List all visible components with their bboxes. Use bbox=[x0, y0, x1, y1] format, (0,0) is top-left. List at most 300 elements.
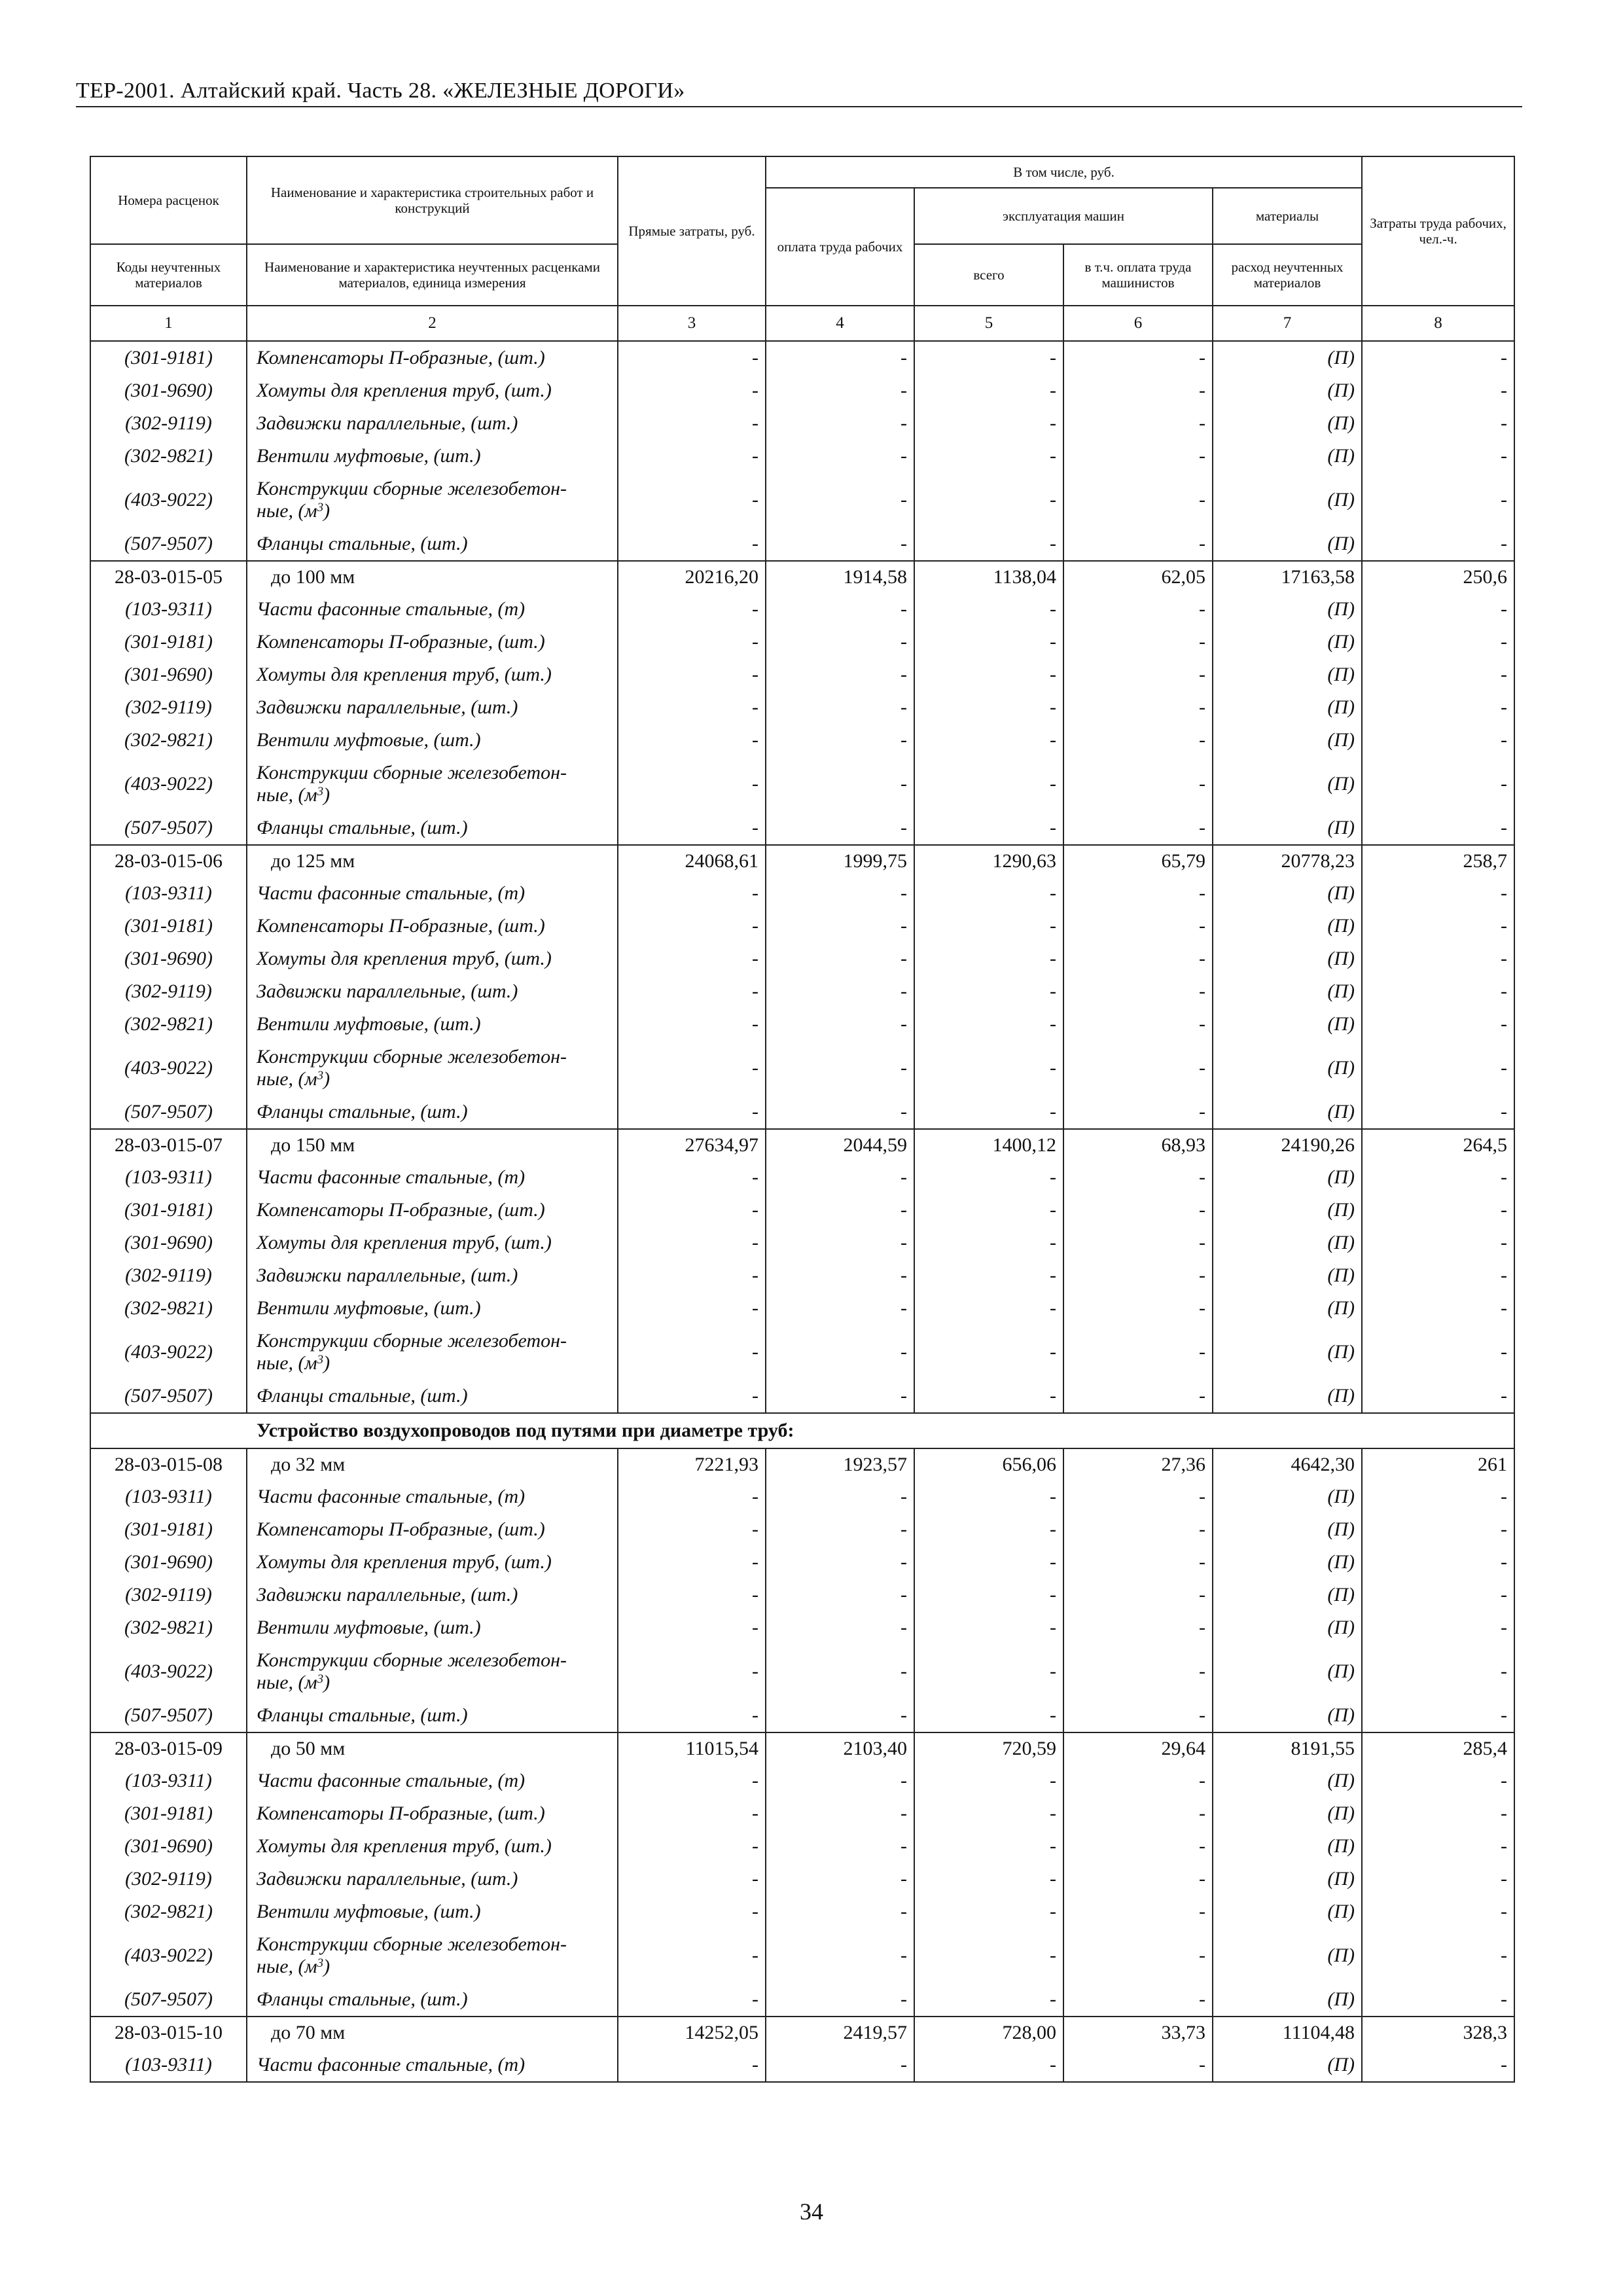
unit-superscript: 3 bbox=[317, 501, 324, 514]
value-c3: - bbox=[618, 626, 766, 658]
material-row bbox=[90, 1227, 1514, 1259]
material-code: (403-9022) bbox=[90, 1041, 247, 1096]
material-name-close: ) bbox=[323, 1352, 330, 1374]
value-c4: - bbox=[766, 1611, 914, 1644]
value-c4: - bbox=[766, 1644, 914, 1699]
value-c8: - bbox=[1362, 528, 1514, 561]
value-c3: 20216,20 bbox=[618, 561, 766, 593]
value-c6: - bbox=[1063, 812, 1213, 845]
value-c7: (П) bbox=[1213, 1380, 1362, 1413]
material-row bbox=[90, 374, 1514, 407]
value-c5: - bbox=[914, 757, 1063, 812]
value-c5: - bbox=[914, 1579, 1063, 1611]
material-row bbox=[90, 440, 1514, 473]
section-heading: Устройство воздухопроводов под путями при диаметре труб: bbox=[90, 1413, 1514, 1448]
material-name: Хомуты для крепления труб, (шт.) bbox=[247, 1830, 618, 1863]
material-row bbox=[90, 658, 1514, 691]
material-code: (403-9022) bbox=[90, 473, 247, 528]
material-code: (507-9507) bbox=[90, 1983, 247, 2017]
table-body bbox=[90, 341, 1514, 2082]
value-c8: - bbox=[1362, 1041, 1514, 1096]
value-c6: - bbox=[1063, 691, 1213, 724]
value-c5: - bbox=[914, 1227, 1063, 1259]
value-c4: - bbox=[766, 877, 914, 910]
material-name: Части фасонные стальные, (т) bbox=[247, 1480, 618, 1513]
value-c3: - bbox=[618, 975, 766, 1008]
value-c6: 62,05 bbox=[1063, 561, 1213, 593]
value-c6: - bbox=[1063, 1513, 1213, 1546]
value-c8: - bbox=[1362, 1161, 1514, 1194]
value-c8: - bbox=[1362, 1096, 1514, 1129]
value-c7: 20778,23 bbox=[1213, 845, 1362, 877]
value-c6: - bbox=[1063, 1480, 1213, 1513]
material-code: (103-9311) bbox=[90, 877, 247, 910]
value-c5: - bbox=[914, 1292, 1063, 1325]
value-c4: - bbox=[766, 1259, 914, 1292]
value-c6: 29,64 bbox=[1063, 1732, 1213, 1765]
value-c4: - bbox=[766, 975, 914, 1008]
value-c3: - bbox=[618, 1161, 766, 1194]
value-c4: - bbox=[766, 1895, 914, 1928]
value-c7: 17163,58 bbox=[1213, 561, 1362, 593]
rate-name: до 50 мм bbox=[247, 1732, 618, 1765]
value-c7: 24190,26 bbox=[1213, 1129, 1362, 1161]
material-code: (302-9119) bbox=[90, 407, 247, 440]
value-c4: - bbox=[766, 1928, 914, 1983]
value-c3: - bbox=[618, 1096, 766, 1129]
value-c4: - bbox=[766, 593, 914, 626]
material-name bbox=[247, 1041, 618, 1096]
value-c4: 2044,59 bbox=[766, 1129, 914, 1161]
value-c4: 2103,40 bbox=[766, 1732, 914, 1765]
material-row bbox=[90, 1579, 1514, 1611]
material-row bbox=[90, 407, 1514, 440]
value-c8: - bbox=[1362, 1830, 1514, 1863]
value-c5: - bbox=[914, 1194, 1063, 1227]
value-c6: - bbox=[1063, 1830, 1213, 1863]
value-c8: - bbox=[1362, 1928, 1514, 1983]
value-c5: - bbox=[914, 1008, 1063, 1041]
value-c8: - bbox=[1362, 1797, 1514, 1830]
material-name bbox=[247, 473, 618, 528]
value-c7: (П) bbox=[1213, 374, 1362, 407]
material-name: Фланцы стальные, (шт.) bbox=[247, 528, 618, 561]
material-row bbox=[90, 1513, 1514, 1546]
value-c7: (П) bbox=[1213, 1513, 1362, 1546]
value-c4: - bbox=[766, 1797, 914, 1830]
material-row bbox=[90, 1161, 1514, 1194]
material-name: Части фасонные стальные, (т) bbox=[247, 877, 618, 910]
value-c8: - bbox=[1362, 473, 1514, 528]
value-c6: - bbox=[1063, 1928, 1213, 1983]
value-c7: (П) bbox=[1213, 975, 1362, 1008]
value-c8: - bbox=[1362, 910, 1514, 942]
rate-row bbox=[90, 845, 1514, 877]
material-row bbox=[90, 1830, 1514, 1863]
rate-name: до 125 мм bbox=[247, 845, 618, 877]
value-c8: - bbox=[1362, 1480, 1514, 1513]
material-name: Задвижки параллельные, (шт.) bbox=[247, 975, 618, 1008]
value-c6: - bbox=[1063, 1041, 1213, 1096]
material-name: Части фасонные стальные, (т) bbox=[247, 1161, 618, 1194]
value-c5: - bbox=[914, 1546, 1063, 1579]
value-c6: - bbox=[1063, 440, 1213, 473]
value-c7: (П) bbox=[1213, 593, 1362, 626]
value-c3: - bbox=[618, 1579, 766, 1611]
material-name: Вентили муфтовые, (шт.) bbox=[247, 1008, 618, 1041]
material-code: (507-9507) bbox=[90, 812, 247, 845]
value-c3: - bbox=[618, 407, 766, 440]
material-row bbox=[90, 910, 1514, 942]
material-code: (507-9507) bbox=[90, 1096, 247, 1129]
value-c7: (П) bbox=[1213, 1928, 1362, 1983]
value-c8: - bbox=[1362, 691, 1514, 724]
rate-code: 28-03-015-08 bbox=[90, 1448, 247, 1480]
value-c8: - bbox=[1362, 877, 1514, 910]
value-c7: (П) bbox=[1213, 1041, 1362, 1096]
value-c6: - bbox=[1063, 593, 1213, 626]
material-row bbox=[90, 593, 1514, 626]
value-c5: - bbox=[914, 1830, 1063, 1863]
value-c7: (П) bbox=[1213, 1227, 1362, 1259]
value-c8: - bbox=[1362, 2049, 1514, 2082]
value-c3: - bbox=[618, 1699, 766, 1732]
value-c5: - bbox=[914, 658, 1063, 691]
material-code: (301-9181) bbox=[90, 1194, 247, 1227]
rate-name: до 150 мм bbox=[247, 1129, 618, 1161]
value-c6: - bbox=[1063, 1194, 1213, 1227]
material-row bbox=[90, 1259, 1514, 1292]
material-name: Хомуты для крепления труб, (шт.) bbox=[247, 942, 618, 975]
page-number: 34 bbox=[800, 2198, 823, 2225]
value-c4: - bbox=[766, 1008, 914, 1041]
value-c5: - bbox=[914, 877, 1063, 910]
value-c6: - bbox=[1063, 1611, 1213, 1644]
value-c6: - bbox=[1063, 341, 1213, 374]
material-row bbox=[90, 1699, 1514, 1732]
value-c6: - bbox=[1063, 658, 1213, 691]
col-number: 4 bbox=[766, 306, 914, 341]
value-c8: - bbox=[1362, 1611, 1514, 1644]
material-row bbox=[90, 341, 1514, 374]
material-row bbox=[90, 473, 1514, 528]
value-c7: 4642,30 bbox=[1213, 1448, 1362, 1480]
rate-row bbox=[90, 2017, 1514, 2049]
material-name-close: ) bbox=[323, 784, 330, 806]
value-c6: - bbox=[1063, 942, 1213, 975]
col-number: 8 bbox=[1362, 306, 1514, 341]
material-name: Компенсаторы П-образные, (шт.) bbox=[247, 1194, 618, 1227]
material-row bbox=[90, 1194, 1514, 1227]
value-c6: 68,93 bbox=[1063, 1129, 1213, 1161]
value-c6: - bbox=[1063, 1380, 1213, 1413]
value-c7: (П) bbox=[1213, 1008, 1362, 1041]
value-c5: - bbox=[914, 1161, 1063, 1194]
material-name-close: ) bbox=[323, 1956, 330, 1977]
material-row bbox=[90, 877, 1514, 910]
material-name-line1: Конструкции сборные железобетон- bbox=[257, 1330, 567, 1352]
value-c5: - bbox=[914, 1041, 1063, 1096]
value-c6: - bbox=[1063, 877, 1213, 910]
material-code: (507-9507) bbox=[90, 1699, 247, 1732]
material-name-close: ) bbox=[323, 1672, 330, 1693]
rate-name: до 32 мм bbox=[247, 1448, 618, 1480]
material-name: Задвижки параллельные, (шт.) bbox=[247, 1579, 618, 1611]
material-code: (302-9821) bbox=[90, 1292, 247, 1325]
value-c3: - bbox=[618, 1227, 766, 1259]
value-c3: - bbox=[618, 1041, 766, 1096]
value-c7: (П) bbox=[1213, 812, 1362, 845]
value-c8: - bbox=[1362, 1194, 1514, 1227]
value-c7: (П) bbox=[1213, 1259, 1362, 1292]
value-c7: (П) bbox=[1213, 658, 1362, 691]
material-row bbox=[90, 757, 1514, 812]
col1-header-top: Номера расценок bbox=[90, 156, 247, 244]
value-c4: - bbox=[766, 910, 914, 942]
value-c5: - bbox=[914, 473, 1063, 528]
material-name: Вентили муфтовые, (шт.) bbox=[247, 1292, 618, 1325]
value-c4: - bbox=[766, 1546, 914, 1579]
material-name: Части фасонные стальные, (т) bbox=[247, 2049, 618, 2082]
value-c8: - bbox=[1362, 1765, 1514, 1797]
value-c4: - bbox=[766, 724, 914, 757]
value-c8: - bbox=[1362, 626, 1514, 658]
value-c7: (П) bbox=[1213, 1699, 1362, 1732]
value-c3: - bbox=[618, 473, 766, 528]
material-code: (301-9690) bbox=[90, 658, 247, 691]
value-c4: - bbox=[766, 1041, 914, 1096]
value-c7: (П) bbox=[1213, 724, 1362, 757]
material-name-close: ) bbox=[323, 1068, 330, 1090]
material-row bbox=[90, 1546, 1514, 1579]
value-c6: - bbox=[1063, 1644, 1213, 1699]
material-code: (301-9690) bbox=[90, 1227, 247, 1259]
material-name: Фланцы стальные, (шт.) bbox=[247, 1699, 618, 1732]
value-c7: (П) bbox=[1213, 910, 1362, 942]
material-name: Фланцы стальные, (шт.) bbox=[247, 1983, 618, 2017]
material-name: Вентили муфтовые, (шт.) bbox=[247, 1611, 618, 1644]
value-c8: - bbox=[1362, 1983, 1514, 2017]
value-c7: (П) bbox=[1213, 1863, 1362, 1895]
value-c8: - bbox=[1362, 341, 1514, 374]
material-name-line2: ные, (м bbox=[257, 1352, 317, 1374]
value-c6: - bbox=[1063, 473, 1213, 528]
rates-table-wrapper bbox=[90, 156, 1514, 2083]
material-name-line1: Конструкции сборные железобетон- bbox=[257, 1046, 567, 1067]
value-c3: - bbox=[618, 1765, 766, 1797]
value-c8: - bbox=[1362, 440, 1514, 473]
value-c4: - bbox=[766, 757, 914, 812]
value-c7: 8191,55 bbox=[1213, 1732, 1362, 1765]
value-c3: - bbox=[618, 1292, 766, 1325]
value-c5: - bbox=[914, 910, 1063, 942]
value-c4: - bbox=[766, 626, 914, 658]
col-number: 7 bbox=[1213, 306, 1362, 341]
value-c6: - bbox=[1063, 1895, 1213, 1928]
material-code: (302-9119) bbox=[90, 691, 247, 724]
rate-row bbox=[90, 1448, 1514, 1480]
rate-code: 28-03-015-07 bbox=[90, 1129, 247, 1161]
value-c3: - bbox=[618, 528, 766, 561]
value-c7: (П) bbox=[1213, 1096, 1362, 1129]
material-code: (302-9119) bbox=[90, 1863, 247, 1895]
value-c7: (П) bbox=[1213, 1579, 1362, 1611]
materials-group-header: материалы bbox=[1213, 188, 1362, 244]
value-c8: 250,6 bbox=[1362, 561, 1514, 593]
value-c3: - bbox=[618, 757, 766, 812]
value-c5: - bbox=[914, 407, 1063, 440]
material-code: (301-9181) bbox=[90, 1513, 247, 1546]
value-c3: - bbox=[618, 910, 766, 942]
value-c8: - bbox=[1362, 593, 1514, 626]
value-c3: - bbox=[618, 877, 766, 910]
col-number: 2 bbox=[247, 306, 618, 341]
value-c5: - bbox=[914, 812, 1063, 845]
material-name: Компенсаторы П-образные, (шт.) bbox=[247, 341, 618, 374]
value-c8: - bbox=[1362, 1325, 1514, 1380]
material-row bbox=[90, 942, 1514, 975]
value-c8: - bbox=[1362, 1380, 1514, 1413]
value-c3: - bbox=[618, 1380, 766, 1413]
material-name-close: ) bbox=[323, 500, 330, 522]
material-name: Задвижки параллельные, (шт.) bbox=[247, 1259, 618, 1292]
rate-row bbox=[90, 1129, 1514, 1161]
col3-header: Прямые затраты, руб. bbox=[618, 156, 766, 306]
material-code: (301-9181) bbox=[90, 910, 247, 942]
material-code: (302-9119) bbox=[90, 975, 247, 1008]
material-code: (507-9507) bbox=[90, 528, 247, 561]
material-row bbox=[90, 1292, 1514, 1325]
value-c8: - bbox=[1362, 1863, 1514, 1895]
value-c6: 65,79 bbox=[1063, 845, 1213, 877]
value-c7: (П) bbox=[1213, 1546, 1362, 1579]
value-c3: - bbox=[618, 1928, 766, 1983]
value-c6: - bbox=[1063, 975, 1213, 1008]
value-c3: - bbox=[618, 1830, 766, 1863]
value-c5: - bbox=[914, 593, 1063, 626]
material-name: Вентили муфтовые, (шт.) bbox=[247, 1895, 618, 1928]
value-c3: - bbox=[618, 1863, 766, 1895]
col-number: 3 bbox=[618, 306, 766, 341]
col5-header: всего bbox=[914, 244, 1063, 306]
col6-header: в т.ч. оплата труда машинистов bbox=[1063, 244, 1213, 306]
material-name: Части фасонные стальные, (т) bbox=[247, 1765, 618, 1797]
material-name-line2: ные, (м bbox=[257, 784, 317, 806]
value-c4: - bbox=[766, 440, 914, 473]
value-c8: - bbox=[1362, 757, 1514, 812]
material-code: (301-9181) bbox=[90, 341, 247, 374]
material-row bbox=[90, 1895, 1514, 1928]
value-c4: - bbox=[766, 1227, 914, 1259]
rate-row bbox=[90, 1732, 1514, 1765]
material-code: (103-9311) bbox=[90, 1480, 247, 1513]
col-number: 1 bbox=[90, 306, 247, 341]
value-c7: (П) bbox=[1213, 942, 1362, 975]
material-name: Хомуты для крепления труб, (шт.) bbox=[247, 1227, 618, 1259]
value-c5: 720,59 bbox=[914, 1732, 1063, 1765]
value-c5: - bbox=[914, 528, 1063, 561]
value-c3: - bbox=[618, 1797, 766, 1830]
value-c5: - bbox=[914, 1259, 1063, 1292]
material-name: Компенсаторы П-образные, (шт.) bbox=[247, 1797, 618, 1830]
value-c3: - bbox=[618, 1644, 766, 1699]
material-row bbox=[90, 1797, 1514, 1830]
header-title: ТЕР-2001. Алтайский край. Часть 28. «ЖЕЛЕЗНЫЕ ДОРОГИ» bbox=[76, 79, 685, 103]
value-c4: - bbox=[766, 341, 914, 374]
value-c8: 258,7 bbox=[1362, 845, 1514, 877]
value-c5: 1400,12 bbox=[914, 1129, 1063, 1161]
value-c7: 11104,48 bbox=[1213, 2017, 1362, 2049]
unit-superscript: 3 bbox=[317, 785, 324, 798]
value-c4: - bbox=[766, 2049, 914, 2082]
value-c5: - bbox=[914, 1895, 1063, 1928]
value-c3: 27634,97 bbox=[618, 1129, 766, 1161]
value-c3: - bbox=[618, 2049, 766, 2082]
value-c5: - bbox=[914, 626, 1063, 658]
material-row bbox=[90, 1983, 1514, 2017]
material-code: (301-9690) bbox=[90, 942, 247, 975]
value-c4: - bbox=[766, 1513, 914, 1546]
value-c6: - bbox=[1063, 1292, 1213, 1325]
value-c3: - bbox=[618, 1259, 766, 1292]
value-c5: - bbox=[914, 341, 1063, 374]
unit-superscript: 3 bbox=[317, 1672, 324, 1686]
material-code: (301-9690) bbox=[90, 374, 247, 407]
value-c8: - bbox=[1362, 812, 1514, 845]
rate-code: 28-03-015-10 bbox=[90, 2017, 247, 2049]
value-c5: - bbox=[914, 1797, 1063, 1830]
value-c4: - bbox=[766, 658, 914, 691]
value-c3: - bbox=[618, 812, 766, 845]
material-name: Фланцы стальные, (шт.) bbox=[247, 1096, 618, 1129]
material-row bbox=[90, 1480, 1514, 1513]
value-c6: - bbox=[1063, 910, 1213, 942]
value-c4: - bbox=[766, 1480, 914, 1513]
value-c8: - bbox=[1362, 1292, 1514, 1325]
value-c7: (П) bbox=[1213, 1292, 1362, 1325]
material-row bbox=[90, 975, 1514, 1008]
rate-code: 28-03-015-06 bbox=[90, 845, 247, 877]
value-c5: - bbox=[914, 1765, 1063, 1797]
value-c5: - bbox=[914, 1380, 1063, 1413]
material-name-line1: Конструкции сборные железобетон- bbox=[257, 1649, 567, 1671]
value-c8: - bbox=[1362, 1644, 1514, 1699]
value-c5: - bbox=[914, 1699, 1063, 1732]
value-c4: - bbox=[766, 812, 914, 845]
material-row bbox=[90, 1041, 1514, 1096]
value-c4: - bbox=[766, 1863, 914, 1895]
value-c6: - bbox=[1063, 528, 1213, 561]
material-row bbox=[90, 1096, 1514, 1129]
value-c5: 728,00 bbox=[914, 2017, 1063, 2049]
value-c3: - bbox=[618, 942, 766, 975]
material-name: Задвижки параллельные, (шт.) bbox=[247, 691, 618, 724]
material-code: (301-9690) bbox=[90, 1830, 247, 1863]
material-name-line2: ные, (м bbox=[257, 1068, 317, 1090]
material-name: Части фасонные стальные, (т) bbox=[247, 593, 618, 626]
value-c5: - bbox=[914, 2049, 1063, 2082]
value-c8: 261 bbox=[1362, 1448, 1514, 1480]
material-name: Вентили муфтовые, (шт.) bbox=[247, 440, 618, 473]
value-c8: - bbox=[1362, 374, 1514, 407]
value-c7: (П) bbox=[1213, 1765, 1362, 1797]
value-c3: - bbox=[618, 1008, 766, 1041]
material-row bbox=[90, 528, 1514, 561]
value-c5: - bbox=[914, 691, 1063, 724]
value-c3: - bbox=[618, 691, 766, 724]
material-code: (103-9311) bbox=[90, 1161, 247, 1194]
material-code: (301-9181) bbox=[90, 1797, 247, 1830]
